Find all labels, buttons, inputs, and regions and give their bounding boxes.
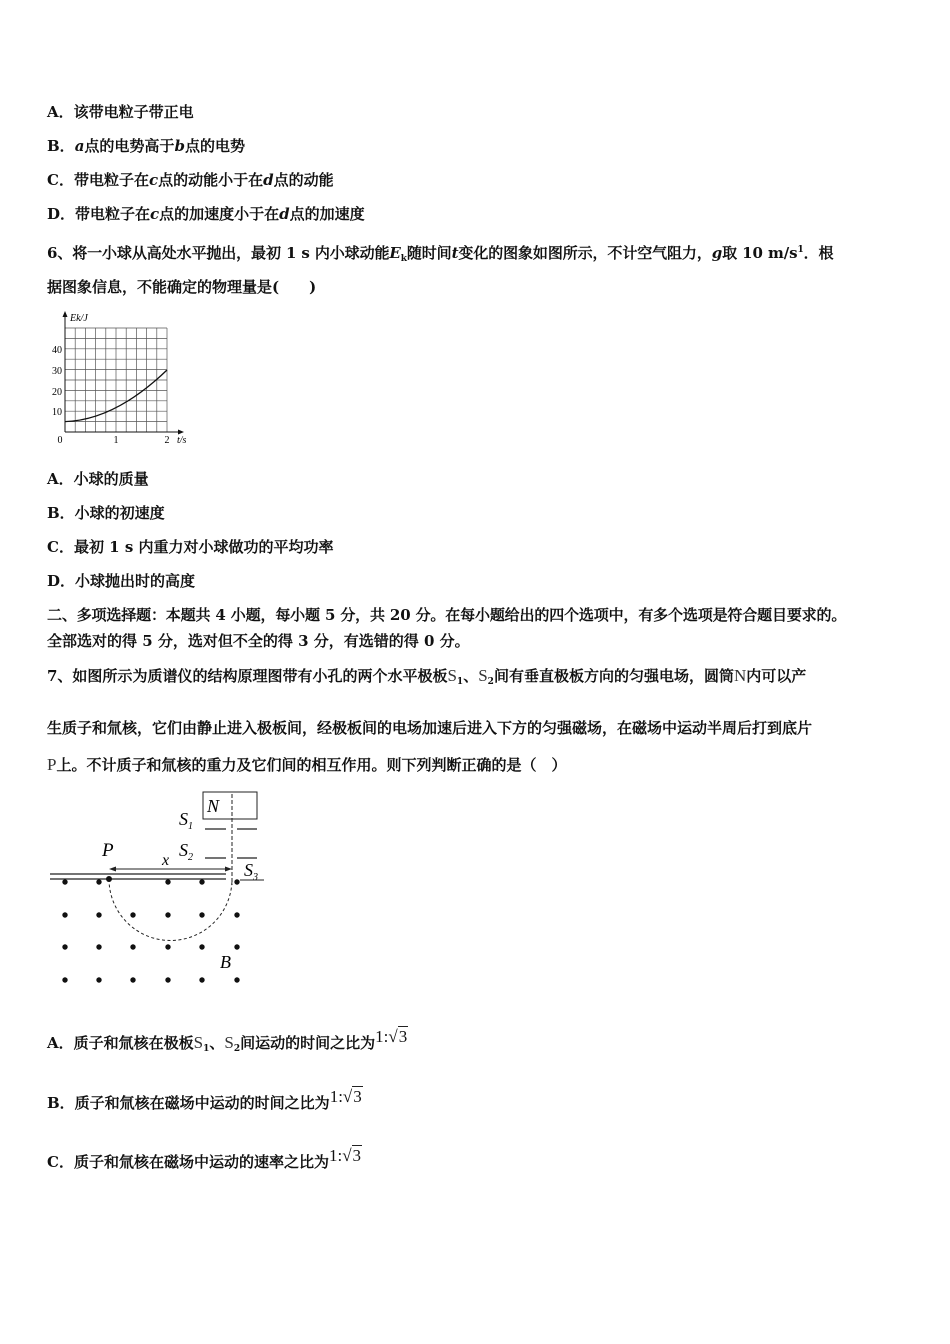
label-b: B (220, 952, 231, 972)
q7-option-a: A．质子和氚核在极板$S_1$、$S_2$间运动的时间之比为1:√3 (47, 1027, 408, 1054)
q5-option-c: C．带电粒子在c点的动能小于在d点的动能 (47, 171, 334, 189)
q5-option-b: B．a点的电势高于b点的电势 (47, 137, 245, 155)
trajectory-semicircle (109, 879, 232, 941)
graph-x-label: t/s (177, 435, 187, 446)
label-x: x (162, 852, 170, 869)
graph-ytick-10: 10 (52, 407, 62, 418)
q5-option-a: A．该带电粒子带正电 (47, 103, 194, 121)
label-s2: $S_2$ (179, 840, 193, 863)
q6-option-c: C．最初 1 s 内重力对小球做功的平均功率 (47, 538, 334, 556)
label-n: N (207, 796, 220, 816)
q7-option-b: B．质子和氚核在磁场中运动的时间之比为1:√3 (47, 1087, 362, 1112)
q6-option-d: D．小球抛出时的高度 (47, 572, 196, 590)
q7-stem-line2: 生质子和氚核，它们由静止进入极板间，经极板间的电场加速后进入下方的匀强磁场，在磁场中运动半周后打到底片 (47, 719, 813, 737)
graph-xtick-0: 0 (57, 435, 63, 446)
q5-option-d: D．带电粒子在c点的加速度小于在d点的加速度 (47, 205, 365, 223)
q6-option-a: A．小球的质量 (47, 470, 149, 488)
section2-heading-line2: 全部选对的得 5 分，选对但不全的得 3 分，有选错的得 0 分。 (47, 632, 470, 650)
q7-stem-line3: P上。不计质子和氚核的重力及它们间的相互作用。则下列判断正确的是（ ） (47, 755, 567, 774)
q6-stem-line1: 6、将一小球从高处水平抛出，最初 1 s 内小球动能$E_k$随时间t变化的图象如图所示，不计空气阻力，g取 10 $m/s^1$．根 (47, 244, 834, 264)
section2-heading-line1: 二、多项选择题：本题共 4 小题，每小题 5 分，共 20 分。在每小题给出的四个选项中，有多个选项是符合题目要求的。 (47, 606, 847, 624)
q6-stem-line2: 据图象信息，不能确定的物理量是( ) (47, 278, 317, 296)
q7-option-c: C．质子和氚核在磁场中运动的速率之比为1:√3 (47, 1146, 362, 1171)
graph-ytick-40: 40 (52, 345, 62, 356)
mass-spectrometer-diagram (45, 785, 280, 995)
graph-ytick-30: 30 (52, 366, 62, 377)
graph-xtick-1: 1 (113, 435, 119, 446)
ek-time-graph (45, 308, 205, 450)
graph-xtick-2: 2 (164, 435, 170, 446)
graph-ytick-20: 20 (52, 387, 62, 398)
label-p: P (102, 840, 114, 861)
point-p (106, 876, 112, 882)
q7-stem-line1: 7、如图所示为质谱仪的结构原理图带有小孔的两个水平极板$S_1$、$S_2$间有垂直极板方向的匀强电场，圆筒N内可以产 (47, 666, 807, 687)
label-s3: $S_3$ (244, 860, 258, 883)
graph-y-label: Ek/J (70, 313, 88, 324)
graph-grid (65, 328, 167, 432)
q6-option-b: B．小球的初速度 (47, 504, 165, 522)
magnetic-field-dots (62, 879, 239, 982)
label-s1: $S_1$ (179, 809, 193, 832)
